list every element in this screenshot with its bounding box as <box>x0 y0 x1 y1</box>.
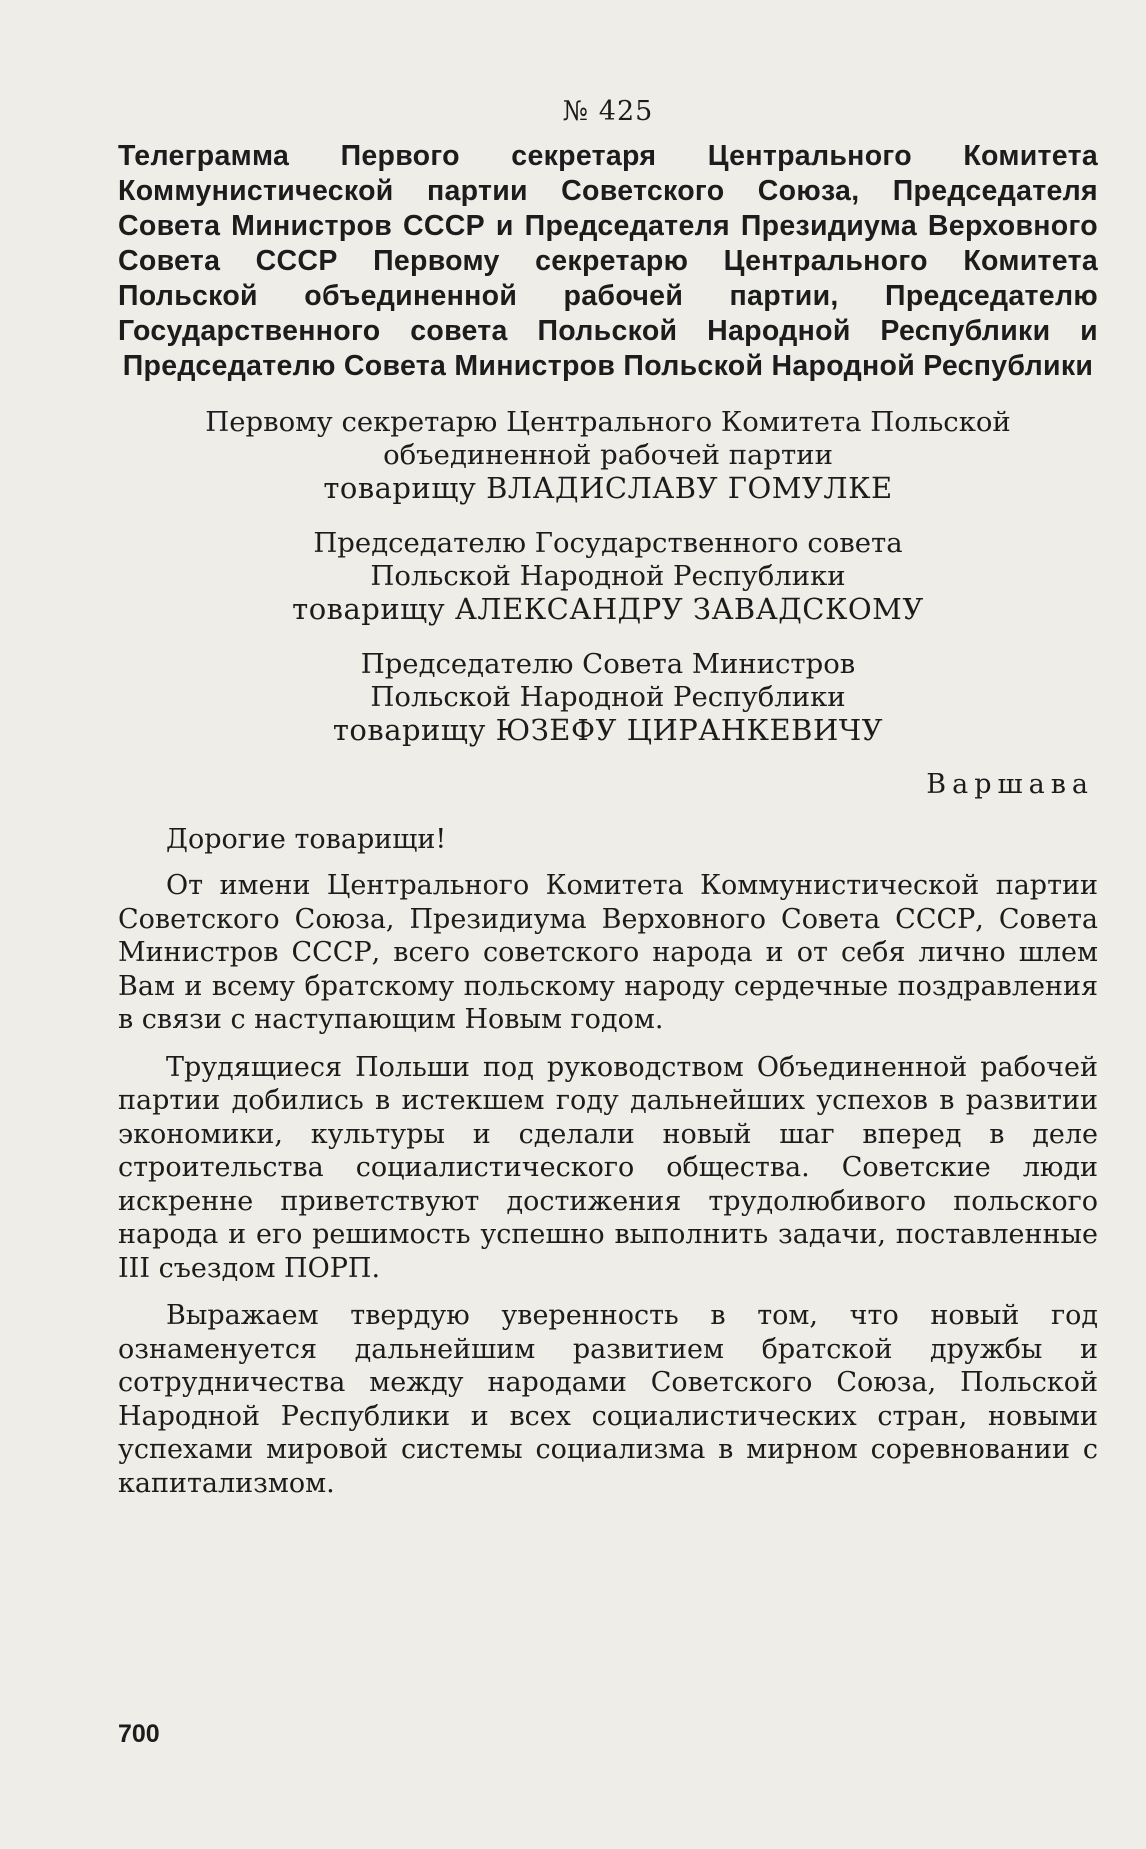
document-number: № 425 <box>562 96 654 127</box>
addressee-line: Председателю Государственного совета <box>313 527 903 559</box>
body-paragraph: Трудящиеся Польши под руководством Объединенной рабочей партии добились в истекшем году дальнейших успехов в развитии экономики, культуры и сделали новый шаг вперед в деле строительства социалистического общества. Советские люди искренне приветствуют достижения трудолюбивого польского народа и его решимость успешно выполнить задачи, поставленные III съездом ПОРП. <box>118 1051 1098 1284</box>
addressee-block-2 <box>118 527 1098 626</box>
addressee-line: Польской Народной Республики <box>370 560 846 592</box>
addressee-name: товарищу ВЛАДИСЛАВУ ГОМУЛКЕ <box>323 471 893 505</box>
addressee-block-3 <box>118 648 1098 747</box>
addressee-line: Польской Народной Республики <box>370 681 846 713</box>
greeting: Дорогие товарищи! <box>166 824 447 855</box>
addressee-name: товарищу АЛЕКСАНДРУ ЗАВАДСКОМУ <box>292 592 924 626</box>
document-title: Телеграмма Первого секретаря Центрального Комитета Коммунистической партии Советского Союза, Председателя Совета Министров СССР и Председателя Президиума Верховного Совета СССР Первому секретарю Центрального Комитета Польской объединенной рабочей партии, Председателю Государственного совета Польской Народной Республики и Председателю Совета Министров Польской Народной Республики <box>118 140 1098 382</box>
document-body <box>118 96 1098 1500</box>
page-number: 700 <box>118 1720 160 1748</box>
addressee-name: товарищу ЮЗЕФУ ЦИРАНКЕВИЧУ <box>332 713 884 747</box>
addressee-line: объединенной рабочей партии <box>383 439 833 471</box>
body-paragraph: Выражаем твердую уверенность в том, что новый год ознаменуется дальнейшим развитием братской дружбы и сотрудничества между народами Советского Союза, Польской Народной Республики и всех социалистических стран, новыми успехами мировой системы социализма в мирном соревновании с капитализмом. <box>118 1300 1098 1499</box>
addressee-line: Председателю Совета Министров <box>360 648 856 680</box>
city-name: Варшава <box>926 769 1094 800</box>
addressee-block-1 <box>118 406 1098 505</box>
body-paragraph: От имени Центрального Комитета Коммунистической партии Советского Союза, Президиума Верховного Совета СССР, Совета Министров СССР, всего советского народа и от себя лично шлем Вам и всему братскому польскому народу сердечные поздравления в связи с наступающим Новым годом. <box>118 870 1098 1035</box>
addressee-line: Первому секретарю Центрального Комитета Польской <box>205 406 1011 438</box>
